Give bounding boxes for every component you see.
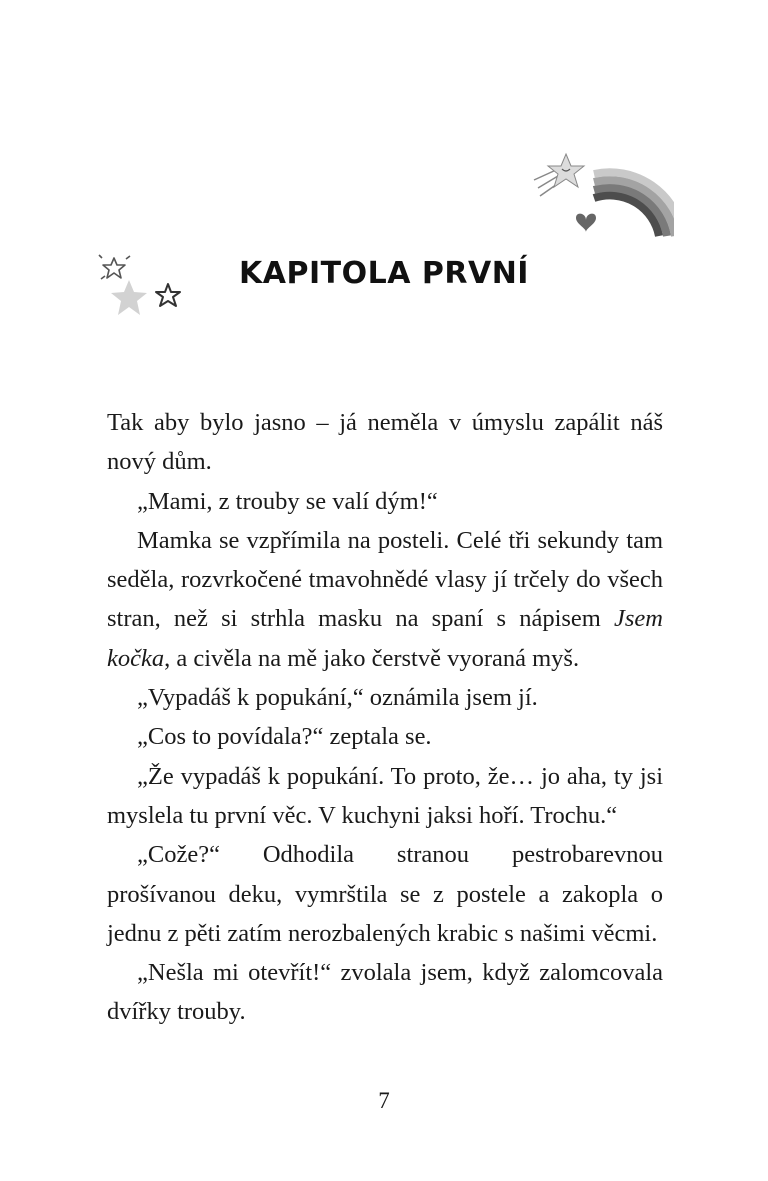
rainbow-icon [594, 172, 674, 236]
paragraph [107, 521, 663, 678]
paragraph: „Mami, z trouby se valí dým!“ [137, 487, 438, 515]
chapter-title: KAPITOLA PRVNÍ [239, 256, 529, 292]
paragraph: „Že vypadáš k popukání. To proto, že… jo aha, ty jsi myslela tu první věc. V kuchyni jaksi hoří. Trochu.“ [107, 762, 663, 829]
paragraph-text: , a civěla na mě jako čerstvě vyoraná myš. [164, 644, 580, 672]
paragraph: Tak aby bylo jasno – já neměla v úmyslu zapálit náš nový dům. [107, 409, 663, 476]
paragraph: „Nešla mi otevřít!“ zvolala jsem, když zalomcovala dvířky trouby. [107, 959, 663, 1026]
body-text [107, 403, 663, 1032]
paragraph: „Cože?“ Odhodila stranou pestrobarevnou prošívanou deku, vymrštila se z postele a zakopla o jednu z pěti zatím nerozbalených krabic s našimi věcmi. [107, 841, 663, 947]
heart-icon [576, 214, 596, 232]
paragraph: „Vypadáš k popukání,“ oznámila jsem jí. [137, 684, 538, 712]
paragraph: „Cos to povídala?“ zeptala se. [137, 723, 432, 751]
emphasis-text: Jsem kočka [107, 605, 663, 672]
rainbow-decoration-icon [524, 148, 674, 248]
page-number: 7 [378, 1088, 390, 1113]
paragraph-text: Mamka se vzpřímila na posteli. Celé tři sekundy tam seděla, rozvrkočené tmavohnědé vlasy jí trčely do všech stran, než si strhla masku na spaní s nápisem [107, 526, 663, 633]
shooting-star-icon [534, 154, 584, 196]
